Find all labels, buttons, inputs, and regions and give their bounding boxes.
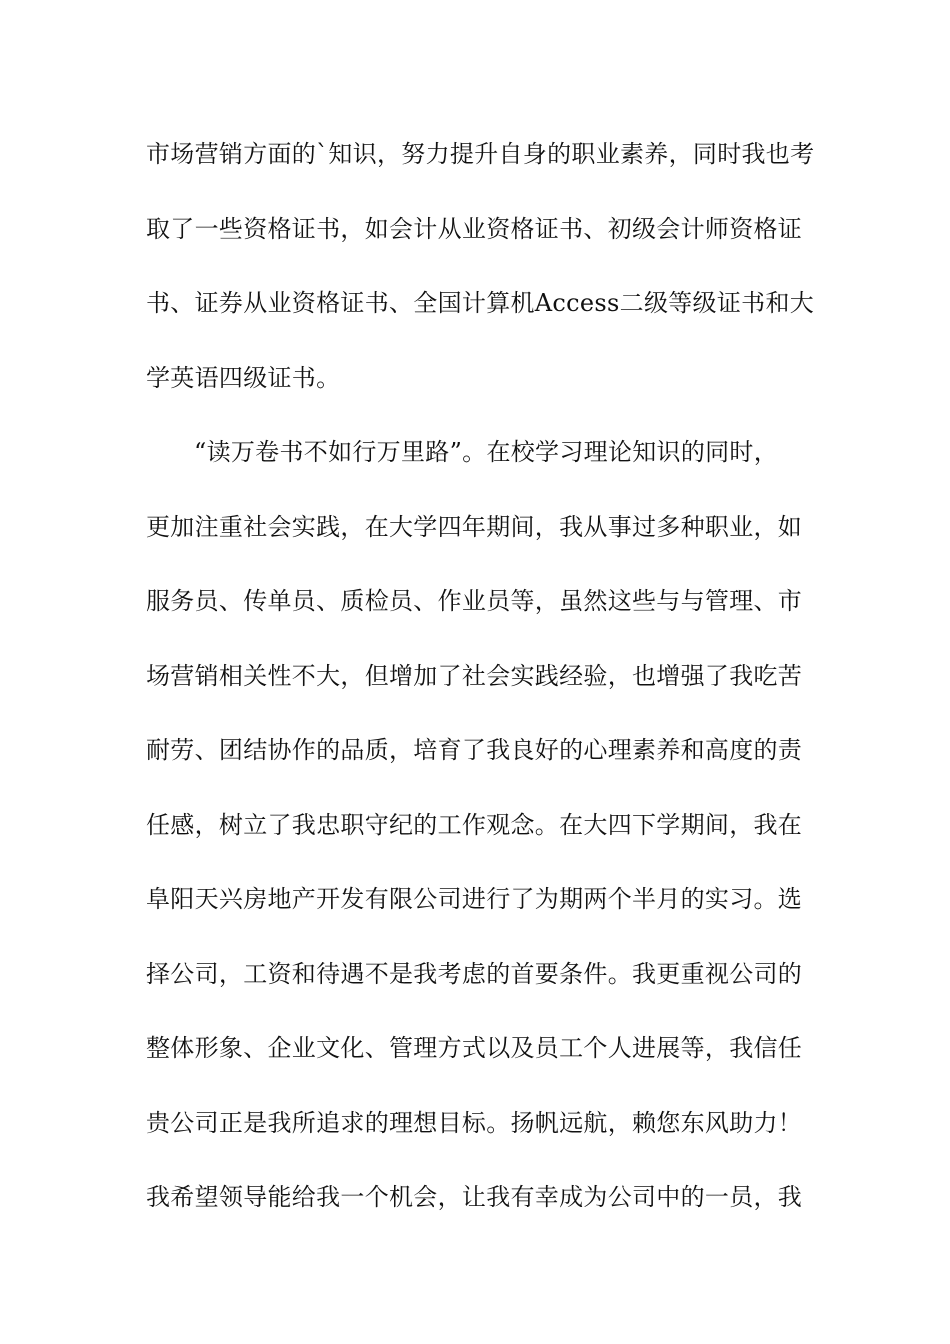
text-line: 耐劳、团结协作的品质，培育了我良好的心理素养和高度的责 (146, 736, 803, 764)
text-line: 取了一些资格证书，如会计从业资格证书、初级会计师资格证 (146, 214, 803, 243)
text-line: 更加注重社会实践，在大学四年期间，我从事过多种职业，如 (146, 512, 803, 541)
body-text (146, 130, 816, 1248)
text-line: 择公司，工资和待遇不是我考虑的首要条件。我更重视公司的 (146, 959, 803, 988)
text-line: 学英语四级证书。 (146, 363, 341, 392)
text-line: 任感，树立了我忠职守纪的工作观念。在大四下学期间，我在 (146, 810, 803, 839)
text-line: 市场营销方面的`知识，努力提升自身的职业素养，同时我也考 (146, 140, 815, 168)
text-line: 阜阳天兴房地产开发有限公司进行了为期两个半月的实习。选 (146, 885, 803, 913)
text-line: 贵公司正是我所追求的理想目标。扬帆远航，赖您东风助力！ (146, 1108, 803, 1137)
text-line: 场营销相关性不大，但增加了社会实践经验，也增强了我吃苦 (146, 661, 803, 690)
text-line: 我希望领导能给我一个机会，让我有幸成为公司中的一员，我 (146, 1183, 803, 1211)
text-line: 服务员、传单员、质检员、作业员等，虽然这些与与管理、市 (146, 587, 803, 615)
text-line: 整体形象、企业文化、管理方式以及员工个人进展等，我信任 (146, 1034, 803, 1062)
paragraph-start-line: “读万卷书不如行万里路”。在校学习理论知识的同时， (194, 438, 779, 466)
text-line: 书、证券从业资格证书、全国计算机Access二级等级证书和大 (146, 289, 815, 317)
